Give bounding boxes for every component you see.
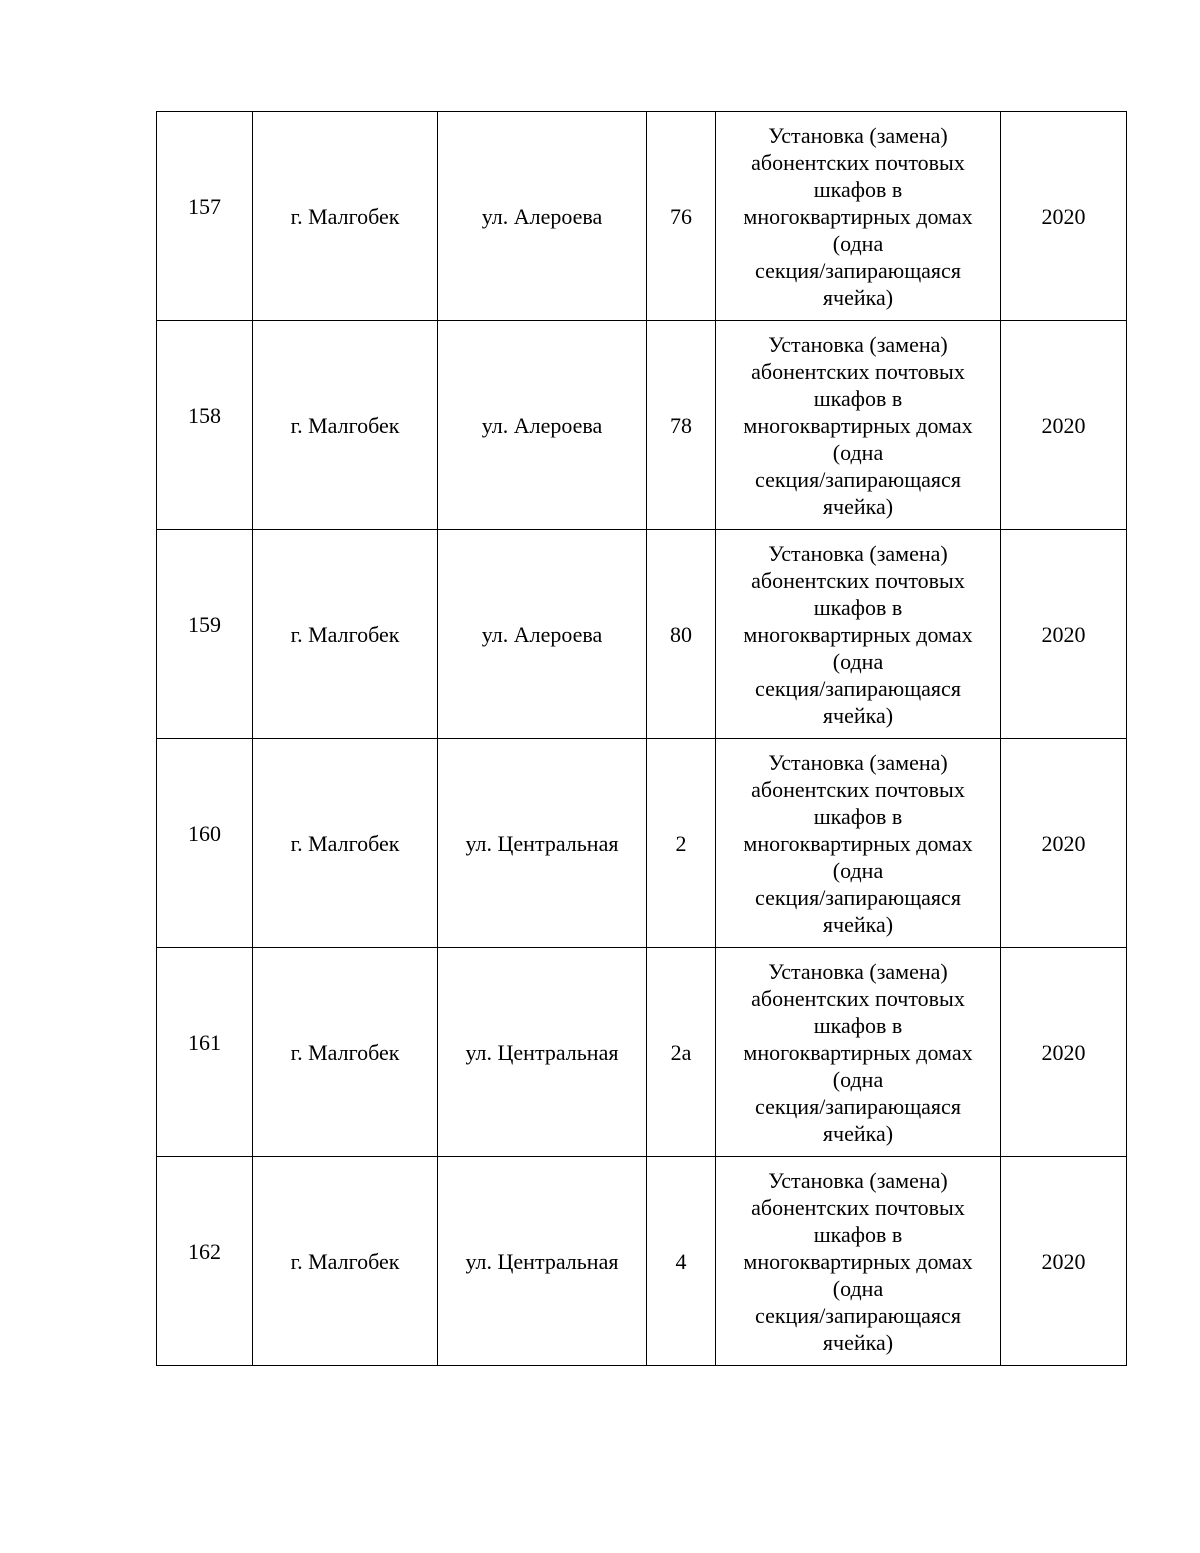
work-type-line: ячейка) [822,284,894,310]
work-type-line: секция/запирающаяся [755,1093,961,1119]
cell-street: ул. Центральная [438,739,647,948]
cell-number: 161 [157,948,253,1157]
work-type-line: Установка (замена) [768,540,948,566]
cell-year: 2020 [1001,530,1127,739]
work-type-line: Установка (замена) [768,958,948,984]
cell-number: 158 [157,321,253,530]
work-type-line: шкафов в [813,385,903,411]
work-type-line: многоквартирных домах [743,1039,973,1065]
work-type-line: секция/запирающаяся [755,1302,961,1328]
work-type-line: (одна [832,648,884,674]
cell-city: г. Малгобек [253,739,438,948]
cell-number: 160 [157,739,253,948]
cell-city: г. Малгобек [253,1157,438,1366]
work-type-line: шкафов в [813,176,903,202]
cell-house: 80 [647,530,716,739]
cell-year: 2020 [1001,321,1127,530]
cell-number: 162 [157,1157,253,1366]
work-type-line: (одна [832,230,884,256]
cell-street: ул. Центральная [438,948,647,1157]
cell-year: 2020 [1001,948,1127,1157]
work-type-line: Установка (замена) [768,122,948,148]
work-type-line: абонентских почтовых [751,985,965,1011]
cell-city: г. Малгобек [253,112,438,321]
work-type-line: Установка (замена) [768,331,948,357]
work-type-line: ячейка) [822,1120,894,1146]
work-type-line: ячейка) [822,1329,894,1355]
work-type-line: Установка (замена) [768,1167,948,1193]
cell-street: ул. Алероева [438,530,647,739]
cell-year: 2020 [1001,1157,1127,1366]
table-row [157,948,1127,1157]
cell-number: 157 [157,112,253,321]
work-type-line: многоквартирных домах [743,203,973,229]
cell-year: 2020 [1001,739,1127,948]
cell-city: г. Малгобек [253,321,438,530]
work-type-line: абонентских почтовых [751,567,965,593]
work-type-line: шкафов в [813,1012,903,1038]
work-type-line: абонентских почтовых [751,149,965,175]
cell-work-type [716,739,1001,948]
work-type-line: шкафов в [813,803,903,829]
work-type-line: секция/запирающаяся [755,675,961,701]
cell-work-type [716,530,1001,739]
work-type-line: многоквартирных домах [743,1248,973,1274]
cell-work-type [716,321,1001,530]
work-type-line: шкафов в [813,1221,903,1247]
work-type-line: (одна [832,857,884,883]
work-type-line: секция/запирающаяся [755,466,961,492]
cell-city: г. Малгобек [253,948,438,1157]
cell-work-type [716,948,1001,1157]
table-row [157,1157,1127,1366]
cell-street: ул. Алероева [438,112,647,321]
cell-city: г. Малгобек [253,530,438,739]
work-type-line: ячейка) [822,493,894,519]
work-schedule-table [156,111,1127,1366]
work-type-line: (одна [832,439,884,465]
cell-year: 2020 [1001,112,1127,321]
work-type-line: ячейка) [822,702,894,728]
work-type-line: многоквартирных домах [743,412,973,438]
cell-work-type [716,1157,1001,1366]
work-type-line: абонентских почтовых [751,776,965,802]
work-type-line: (одна [832,1275,884,1301]
table-row [157,530,1127,739]
work-type-line: шкафов в [813,594,903,620]
table-row [157,739,1127,948]
table-body [157,112,1127,1366]
work-type-line: секция/запирающаяся [755,257,961,283]
cell-work-type [716,112,1001,321]
cell-street: ул. Алероева [438,321,647,530]
work-type-line: абонентских почтовых [751,358,965,384]
work-type-line: Установка (замена) [768,749,948,775]
cell-house: 76 [647,112,716,321]
cell-number: 159 [157,530,253,739]
cell-house: 2а [647,948,716,1157]
work-type-line: многоквартирных домах [743,621,973,647]
cell-house: 4 [647,1157,716,1366]
table-row [157,321,1127,530]
cell-house: 2 [647,739,716,948]
work-type-line: (одна [832,1066,884,1092]
work-type-line: секция/запирающаяся [755,884,961,910]
cell-house: 78 [647,321,716,530]
work-type-line: многоквартирных домах [743,830,973,856]
cell-street: ул. Центральная [438,1157,647,1366]
work-type-line: ячейка) [822,911,894,937]
work-type-line: абонентских почтовых [751,1194,965,1220]
table-row [157,112,1127,321]
